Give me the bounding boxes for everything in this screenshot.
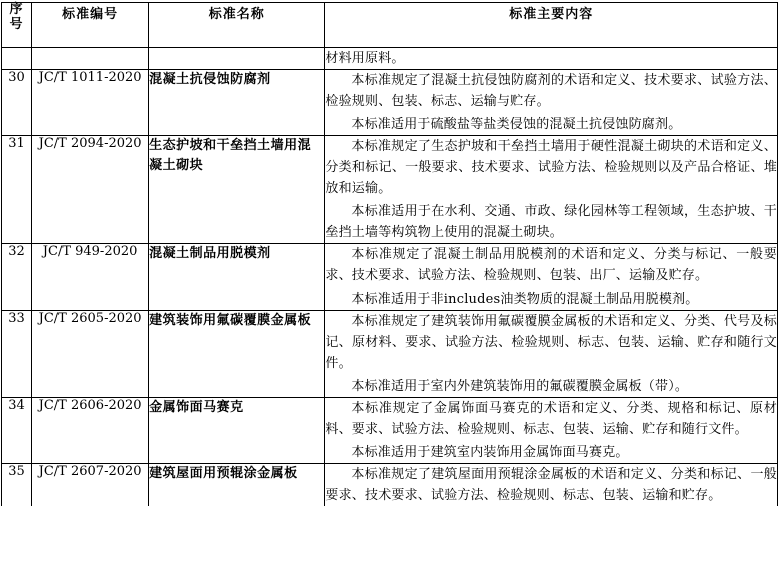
standards-table	[1, 2, 778, 506]
content-paragraph: 本标准规定了混凝土制品用脱模剂的术语和定义、分类与标记、一般要求、技术要求、试验方法、检验规则、包装、出厂、运输及贮存。	[325, 247, 777, 284]
table-row-partial-bottom	[2, 463, 778, 506]
cell-code: JC/T 1011-2020	[32, 70, 149, 136]
cell-code: JC/T 2605-2020	[32, 310, 149, 397]
cell-name: 混凝土抗侵蚀防腐剂	[149, 70, 325, 136]
content-paragraph: 本标准规定了混凝土抗侵蚀防腐剂的术语和定义、技术要求、试验方法、检验规则、包装、标志、运输与贮存。	[325, 73, 777, 110]
cell-code: JC/T 949-2020	[32, 244, 149, 310]
table-header	[2, 3, 778, 48]
content-paragraph: 本标准适用于建筑室内装饰用金属饰面马赛克。	[351, 444, 629, 460]
table-header-row	[2, 3, 778, 48]
content-paragraph: 本标准适用于硫酸盐等盐类侵蚀的混凝土抗侵蚀防腐剂。	[351, 117, 682, 133]
cell-content	[325, 136, 778, 244]
content-paragraph: 材料用原料。	[325, 51, 405, 66]
cell-name: 建筑装饰用氟碳覆膜金属板	[149, 310, 325, 397]
table-row	[2, 310, 778, 397]
cell-code: JC/T 2607-2020	[32, 463, 149, 506]
cell-seq: 33	[2, 310, 32, 397]
cell-name: 建筑屋面用预辊涂金属板	[149, 463, 325, 506]
cell-content	[325, 463, 778, 506]
cell-code	[32, 48, 149, 70]
cell-content	[325, 244, 778, 310]
column-header-name: 标准名称	[149, 3, 325, 48]
content-paragraph: 本标准适用于在水利、交通、市政、绿化园林等工程领域，生态护坡、干垒挡土墙等构筑物上使用的混凝土砌块。	[325, 204, 777, 241]
table-body	[2, 48, 778, 506]
table-row	[2, 136, 778, 244]
content-paragraph: 本标准适用于室内外建筑装饰用的氟碳覆膜金属板（带）。	[351, 378, 689, 394]
cell-seq: 30	[2, 70, 32, 136]
cell-name	[149, 48, 325, 70]
table-row	[2, 397, 778, 463]
table-row-partial-top	[2, 48, 778, 70]
content-paragraph: 本标准规定了建筑屋面用预辊涂金属板的术语和定义、分类和标记、一般要求、技术要求、试验方法、检验规则、标志、包装、运输和贮存。	[325, 466, 777, 503]
cell-seq: 35	[2, 463, 32, 506]
cell-content	[325, 310, 778, 397]
content-paragraph: 本标准规定了建筑装饰用氟碳覆膜金属板的术语和定义、分类、代号及标记、原材料、要求、试验方法、检验规则、标志、包装、运输、贮存和随行文件。	[325, 313, 777, 371]
content-paragraph: 本标准规定了金属饰面马赛克的术语和定义、分类、规格和标记、原材料、要求、试验方法、检验规则、标志、包装、运输、贮存和随行文件。	[325, 400, 777, 437]
cell-seq: 31	[2, 136, 32, 244]
cell-seq: 34	[2, 397, 32, 463]
content-paragraph: 本标准适用于非includes油类物质的混凝土制品用脱模剂。	[351, 291, 699, 307]
cell-name: 生态护坡和干垒挡土墙用混凝土砌块	[149, 136, 325, 244]
column-header-seq-line2: 号	[9, 16, 24, 32]
content-paragraph: 本标准规定了生态护坡和干垒挡土墙用于硬性混凝土砌块的术语和定义、分类和标记、一般要求、技术要求、试验方法、检验规则以及产品合格证、堆放和运输。	[325, 139, 777, 197]
table-row	[2, 70, 778, 136]
cell-name: 金属饰面马赛克	[149, 397, 325, 463]
cell-content	[325, 48, 778, 70]
cell-seq	[2, 48, 32, 70]
cell-seq: 32	[2, 244, 32, 310]
cell-content	[325, 70, 778, 136]
cell-code: JC/T 2094-2020	[32, 136, 149, 244]
column-header-seq	[2, 3, 32, 48]
table-row	[2, 244, 778, 310]
column-header-content: 标准主要内容	[325, 3, 778, 48]
cell-content	[325, 397, 778, 463]
column-header-seq-line1: 序	[9, 2, 24, 17]
column-header-code: 标准编号	[32, 3, 149, 48]
cell-code: JC/T 2606-2020	[32, 397, 149, 463]
cell-name: 混凝土制品用脱模剂	[149, 244, 325, 310]
